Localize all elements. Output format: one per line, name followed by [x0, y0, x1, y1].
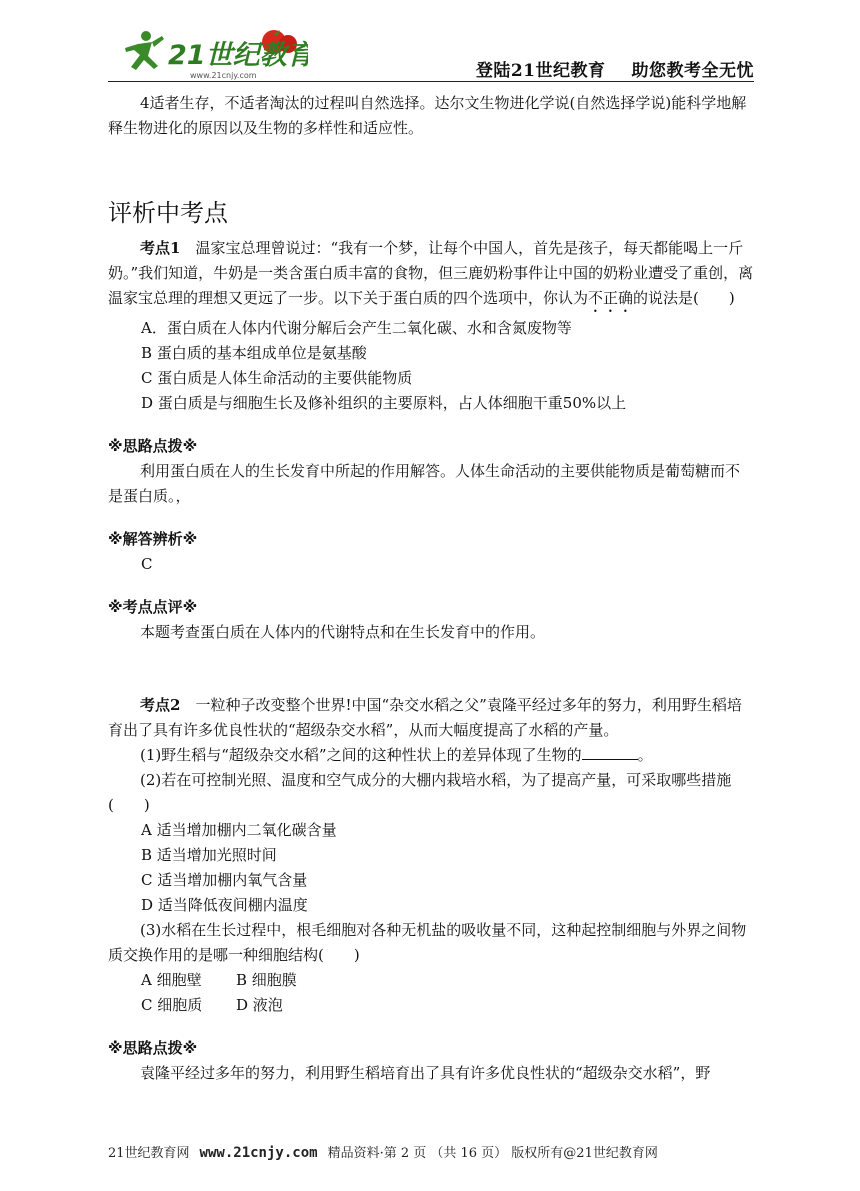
- page-footer: [108, 1142, 768, 1161]
- q2-sub2-option-b: B 适当增加光照时间: [141, 846, 277, 864]
- q2-sub1-blank: [582, 743, 638, 760]
- page-header: [0, 0, 860, 86]
- q2-hint: 袁隆平经过多年的努力，利用野生稻培育出了具有许多优良性状的“超级杂交水稻”，野: [140, 1064, 711, 1082]
- q2-sub3-options-row1: [108, 968, 754, 993]
- q2-sub3-option-a: A 细胞壁: [141, 971, 202, 989]
- q1-hint: 利用蛋白质在人的生长发育中所起的作用解答。人体生命活动的主要供能物质是葡萄糖而不是蛋白质。，: [108, 462, 741, 505]
- q1-comment-heading: ※考点点评※: [108, 598, 198, 616]
- q2-sub2-option-c: C 适当增加棚内氧气含量: [141, 871, 308, 889]
- section-title: 评析中考点: [108, 199, 228, 227]
- q1-comment: 本题考查蛋白质在人体内的代谢特点和在生长发育中的作用。: [140, 623, 546, 641]
- q1-option-b: B 蛋白质的基本组成单位是氨基酸: [141, 344, 367, 362]
- logo-url: www.21cnjy.com: [190, 71, 257, 80]
- q1-stem-b: 的说法是( ): [633, 289, 735, 307]
- q1-option-d: D 蛋白质是与细胞生长及修补组织的主要原料，占人体细胞干重50%以上: [141, 394, 627, 412]
- spacer: [108, 645, 754, 693]
- q1-stem-a: 温家宝总理曾说过：“我有一个梦，让每个中国人，首先是孩子，每天都能喝上一斤奶。”我们知道，牛奶是一类含蛋白质丰富的食物，但三鹿奶粉事件让中国的奶粉业遭受了重创，离温家宝总理的理想又更远了一步。以下关于蛋白质的四个选项中，你认为: [108, 239, 754, 307]
- q2-sub3: (3)水稻在生长过程中，根毛细胞对各种无机盐的吸收量不同，这种起控制细胞与外界之间物质交换作用的是哪一种细胞结构( ): [108, 921, 747, 964]
- logo: [108, 22, 308, 82]
- q2-hint-heading: ※思路点拨※: [108, 1039, 198, 1057]
- footer-left: 21世纪教育网: [108, 1146, 190, 1161]
- logo-graphic: [108, 22, 308, 82]
- q2-sub3-options-row2: [108, 993, 754, 1018]
- header-divider: [108, 81, 754, 82]
- footer-url[interactable]: www.21cnjy.com: [199, 1145, 318, 1161]
- q1-label: 考点1: [140, 239, 181, 257]
- q2-stem: [108, 693, 754, 743]
- q1-answer-heading: ※解答辨析※: [108, 530, 198, 548]
- q2-sub1: [108, 743, 754, 768]
- q2-sub2-option-a: A 适当增加棚内二氧化碳含量: [141, 821, 337, 839]
- q2-sub1-text: (1)野生稻与“超级杂交水稻”之间的这种性状上的差异体现了生物的: [140, 746, 582, 764]
- q1-answer: C: [141, 555, 153, 573]
- intro-paragraph: 4适者生存，不适者淘汰的过程叫自然选择。达尔文生物进化学说(自然选择学说)能科学地解释生物进化的原因以及生物的多样性和适应性。: [108, 94, 747, 137]
- q2-sub1-end: 。: [637, 746, 653, 764]
- q2-sub3-option-d: D 液泡: [236, 996, 283, 1014]
- q1-hint-heading: ※思路点拨※: [108, 437, 198, 455]
- header-slogan-left: 登陆21世纪教育: [475, 61, 606, 81]
- header-slogan-right: 助您教考全无忧: [631, 61, 754, 81]
- footer-right: 精品资料·第 2 页 （共 16 页） 版权所有@21世纪教育网: [327, 1146, 658, 1161]
- q2-sub3-option-b: B 细胞膜: [236, 971, 297, 989]
- q2-sub3-option-c: C 细胞质: [141, 996, 203, 1014]
- header-slogan: [476, 56, 754, 81]
- page-content: [108, 86, 754, 1086]
- q2-sub2-option-d: D 适当降低夜间棚内温度: [141, 896, 308, 914]
- q1-stem: [108, 236, 754, 316]
- q1-option-c: C 蛋白质是人体生命活动的主要供能物质: [141, 369, 413, 387]
- q1-stem-emphasis: 不正确: [588, 289, 634, 307]
- q2-stem-text: 一粒种子改变整个世界!中国“杂交水稻之父”袁隆平经过多年的努力，利用野生稻培育出了具有许多优良性状的“超级杂交水稻”，从而大幅度提高了水稻的产量。: [108, 696, 742, 739]
- q2-label: 考点2: [140, 696, 181, 714]
- logo-text: 21世纪教育: [168, 40, 308, 71]
- q2-sub2: (2)若在可控制光照、温度和空气成分的大棚内栽培水稻，为了提高产量，可采取哪些措施( ): [108, 771, 732, 814]
- q1-option-a: A．蛋白质在人体内代谢分解后会产生二氧化碳、水和含氮废物等: [141, 319, 572, 337]
